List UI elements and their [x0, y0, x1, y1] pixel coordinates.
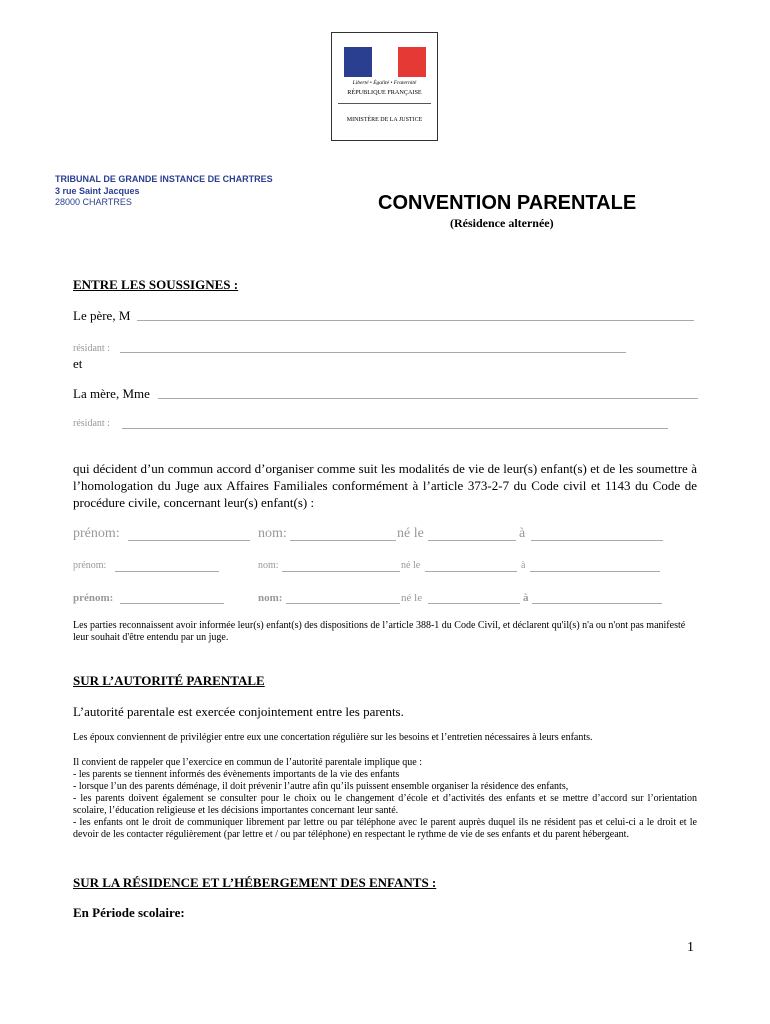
children-note: Les parties reconnaissent avoir informée leur(s) enfant(s) des dispositions de l’article 388-1 du Code Civil, et déclarent qu'il(s) n'a ou n'ont pas manifesté leur souhait d'être entendu par un juge.: [73, 620, 686, 643]
child-3-first-name-field[interactable]: [120, 603, 224, 604]
father-residence-field[interactable]: [120, 352, 626, 353]
child-1-birth-place-field[interactable]: [531, 540, 663, 541]
father-label: Le père, M: [73, 308, 131, 323]
authority-reminder: [73, 757, 697, 841]
court-name: TRIBUNAL DE GRANDE INSTANCE DE CHARTRES: [55, 174, 273, 184]
child-2-first-name-field[interactable]: [115, 571, 219, 572]
child-row: [73, 526, 120, 542]
birth-date-label: né le: [397, 526, 424, 541]
republic-name: RÉPUBLIQUE FRANÇAISE: [347, 89, 422, 96]
parties-heading: ENTRE LES SOUSSIGNES :: [73, 277, 239, 292]
father-name-field[interactable]: [137, 320, 694, 321]
birth-date-label: né le: [401, 560, 421, 571]
republic-motto: Liberté • Égalité • Fraternité: [352, 80, 417, 86]
birth-place-label: à: [523, 592, 529, 604]
list-item: - les parents se tiennent informés des évènements importants de la vie des enfants: [73, 769, 400, 780]
last-name-label: nom:: [258, 592, 283, 604]
list-item: - lorsque l’un des parents déménage, il doit prévenir l’autre afin qu’ils puissent ensemble organiser la résidence des enfants,: [73, 781, 569, 792]
child-1-birth-date-field[interactable]: [428, 540, 516, 541]
child-3-birth-date-field[interactable]: [428, 603, 520, 604]
child-3-last-name-field[interactable]: [286, 603, 400, 604]
birth-place-label: à: [519, 526, 526, 541]
intro-paragraph: qui décident d’un commun accord d’organiser comme suit les modalités de vie de leur(s) enfant(s) et de les soumettre à l’homologation du Juge aux Affaires Familiales conformément à l’article 373-2-7 du Code civil et 1143 du Code de procédure civile, concernant leur(s) enfant(s) :: [73, 461, 697, 510]
father-residence-label: résidant :: [73, 343, 110, 354]
document-subtitle: (Résidence alternée): [450, 216, 554, 230]
mother-name-field[interactable]: [158, 398, 698, 399]
court-street: 3 rue Saint Jacques: [55, 186, 140, 196]
child-3-birth-place-field[interactable]: [532, 603, 662, 604]
child-2-birth-place-field[interactable]: [530, 571, 660, 572]
child-2-last-name-field[interactable]: [282, 571, 400, 572]
logo-divider: [338, 103, 431, 104]
court-city: 28000 CHARTRES: [55, 197, 132, 207]
first-name-label: prénom:: [73, 592, 114, 604]
last-name-label: nom:: [258, 560, 279, 571]
list-item: - les parents doivent également se consulter pour le choix ou le changement d’école et d’activités des enfants et se mettre d’accord sur l’orientation scolaire, l’éducation religieuse et les décisions importantes concernant leur santé.: [73, 793, 697, 816]
ministry-name: MINISTÈRE DE LA JUSTICE: [346, 117, 423, 123]
last-name-label: nom:: [258, 526, 287, 541]
and-text: et: [73, 356, 83, 371]
document-title: CONVENTION PARENTALE: [378, 192, 637, 214]
child-1-first-name-field[interactable]: [128, 540, 250, 541]
school-period-heading: En Période scolaire:: [73, 905, 185, 920]
page-number: 1: [687, 940, 694, 955]
birth-place-label: à: [521, 560, 526, 571]
reminder-intro: Il convient de rappeler que l’exercice en commun de l’autorité parentale implique que :: [73, 757, 423, 768]
authority-heading: SUR L’AUTORITÉ PARENTALE: [73, 673, 265, 688]
first-name-label: prénom:: [73, 560, 107, 571]
mother-residence-field[interactable]: [122, 428, 668, 429]
child-1-last-name-field[interactable]: [290, 540, 396, 541]
ministry-logo: [331, 32, 438, 141]
mother-residence-label: résidant :: [73, 418, 110, 429]
child-2-birth-date-field[interactable]: [425, 571, 517, 572]
list-item: - les enfants ont le droit de communiquer librement par lettre ou par téléphone avec le parent auprès duquel ils ne résident pas et celui-ci a le droit et le devoir de les contacter régulièrement (par lettre et / ou par téléphone) en respectant le rythme de vie de ses enfants et du parent hébergeant.: [73, 817, 697, 840]
mother-label: La mère, Mme: [73, 386, 150, 401]
residence-heading: SUR LA RÉSIDENCE ET L’HÉBERGEMENT DES ENFANTS :: [73, 875, 437, 890]
first-name-label: prénom:: [73, 526, 120, 541]
authority-statement: L’autorité parentale est exercée conjointement entre les parents.: [73, 704, 404, 719]
birth-date-label: né le: [401, 592, 423, 604]
marianne-flag-icon: [344, 47, 426, 77]
spouses-agreement: Les époux conviennent de privilégier entre eux une concertation régulière sur les besoins et l’entretien nécessaires à leurs enfants.: [73, 732, 593, 743]
